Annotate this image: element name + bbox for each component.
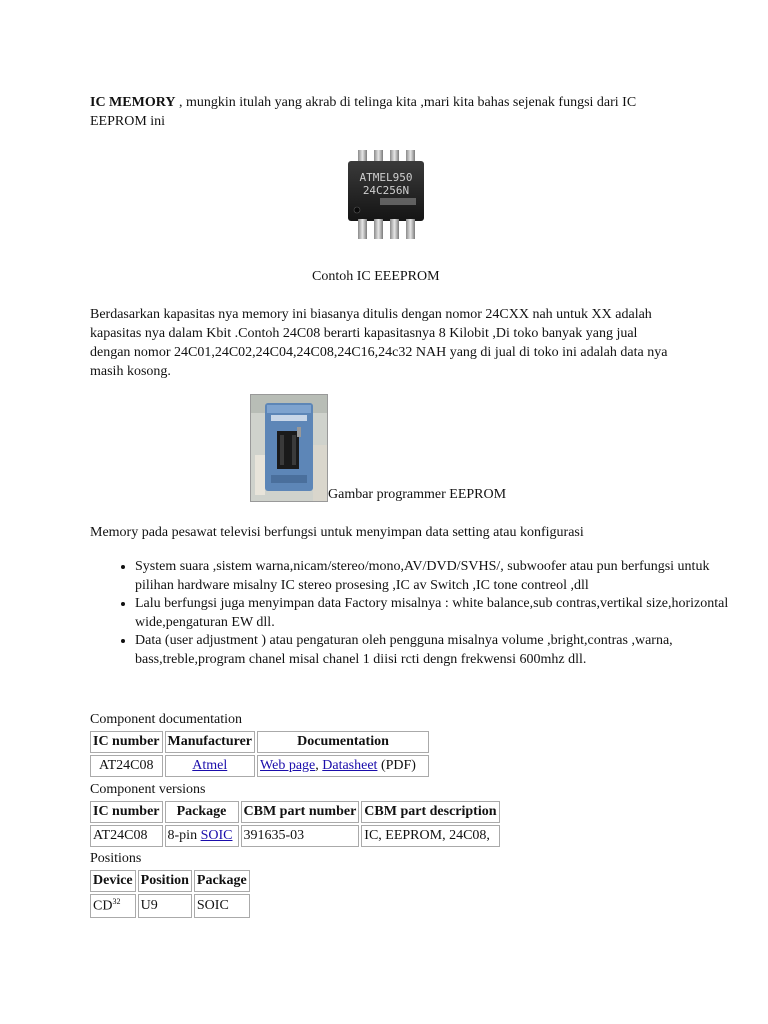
column-header: Documentation — [257, 731, 429, 753]
ic-number-cell: AT24C08 — [90, 755, 163, 777]
device-name: CD — [93, 898, 113, 914]
eeprom-chip-image — [340, 148, 432, 248]
column-header: Device — [90, 870, 136, 892]
component-documentation-table — [88, 729, 431, 779]
package-prefix: 8-pin — [167, 828, 201, 843]
intro-paragraph — [90, 93, 680, 131]
svg-text:24C256N: 24C256N — [362, 184, 410, 197]
function-list — [90, 558, 735, 669]
table-row — [90, 755, 429, 777]
device-superscript: 32 — [112, 897, 121, 906]
doc-suffix: (PDF) — [377, 758, 416, 773]
programmer-image — [250, 394, 328, 502]
positions-table — [88, 868, 252, 920]
table-header-row — [90, 731, 429, 753]
doc-separator: , — [315, 758, 323, 773]
memory-sentence: Memory pada pesawat televisi berfungsi untuk menyimpan data setting atau konfigurasi — [90, 525, 584, 540]
capacity-paragraph: Berdasarkan kapasitas nya memory ini biasanya ditulis dengan nomor 24CXX nah untuk XX adalah kapasitas nya dalam Kbit .Contoh 24C08 berarti kapasitasnya 8 Kilobit ,Di toko banyak yang jual dengan nomor 24C01,24C02,24C04,24C08,24C16,24c32 NAH yang di jual di toko ini adalah data nya masih kosong. — [90, 307, 668, 379]
package-cell: SOIC — [194, 894, 250, 918]
programmer-caption: Gambar programmer EEPROM — [328, 487, 507, 502]
intro-bold-title: IC MEMORY — [90, 95, 176, 110]
ic-number-cell: AT24C08 — [90, 825, 163, 847]
soic-link[interactable]: SOIC — [200, 828, 233, 843]
column-header: IC number — [90, 731, 163, 753]
component-documentation-label: Component documentation — [90, 712, 243, 727]
table-row — [90, 894, 250, 918]
list-item: • Data (user adjustment ) atau pengaturan oleh pengguna misalnya volume ,bright,contras ,warna, bass,treble,program chanel misal chanel 1 diisi rcti dengn frekwensi 600mhz dll. — [135, 632, 735, 669]
package-cell — [165, 825, 239, 847]
documentation-cell — [257, 755, 429, 777]
column-header: IC number — [90, 801, 163, 823]
column-header: CBM part description — [361, 801, 499, 823]
column-header: CBM part number — [241, 801, 360, 823]
device-cell — [90, 894, 136, 918]
column-header: Manufacturer — [165, 731, 256, 753]
manufacturer-cell — [165, 755, 256, 777]
chip-caption: Contoh IC EEEPROM — [312, 269, 440, 284]
component-versions-table — [88, 799, 502, 849]
intro-text: , mungkin itulah yang akrab di telinga kita ,mari kita bahas sejenak fungsi dari IC EEPROM ini — [90, 95, 637, 129]
web-page-link[interactable]: Web page — [260, 758, 316, 773]
table-row — [90, 825, 500, 847]
column-header: Position — [138, 870, 192, 892]
list-item: • System suara ,sistem warna,nicam/stereo/mono,AV/DVD/SVHS/, subwoofer atau pun berfungsi untuk pilihan hardware misalny IC stereo prosesing ,IC av Switch ,IC tone contreol ,dll — [135, 558, 735, 595]
column-header: Package — [165, 801, 239, 823]
positions-label: Positions — [90, 851, 142, 866]
datasheet-link[interactable]: Datasheet — [322, 758, 378, 773]
table-header-row — [90, 801, 500, 823]
component-versions-label: Component versions — [90, 782, 206, 797]
programmer-icon — [251, 395, 327, 501]
table-header-row — [90, 870, 250, 892]
list-item: • Lalu berfungsi juga menyimpan data Factory misalnya : white balance,sub contras,vertikal size,horizontal wide,pengaturan EW dll. — [135, 595, 735, 632]
position-cell: U9 — [138, 894, 192, 918]
cbm-part-number-cell: 391635-03 — [241, 825, 360, 847]
chip-icon — [340, 148, 432, 248]
atmel-link[interactable]: Atmel — [192, 758, 228, 773]
column-header: Package — [194, 870, 250, 892]
svg-text:ATMEL950: ATMEL950 — [359, 171, 413, 184]
cbm-part-description-cell: IC, EEPROM, 24C08, — [361, 825, 499, 847]
